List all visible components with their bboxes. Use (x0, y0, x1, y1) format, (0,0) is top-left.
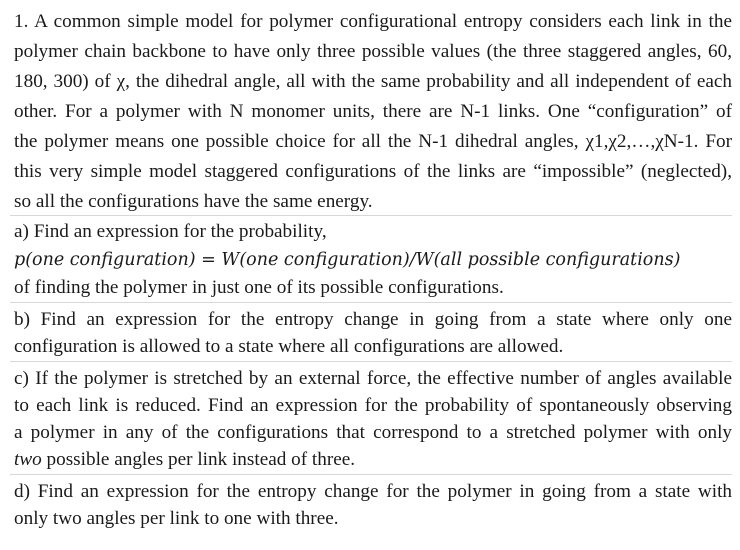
intro-line-2: polymer chain backbone to have only three possible values (the three staggered angles, 60, (14, 41, 732, 62)
intro-line-3: 180, 300) of χ, the dihedral angle, all with the same probability and all independent of each (14, 71, 732, 92)
part-d-line-1: d) Find an expression for the entropy change for the polymer in going from a state with (14, 481, 732, 502)
part-c-line-4 (14, 448, 732, 472)
part-b-line-2: configuration is allowed to a state where all configurations are allowed. (14, 336, 564, 357)
section-divider (10, 302, 732, 303)
part-a-question: a) Find an expression for the probability, (14, 221, 327, 242)
part-a-line-2: of finding the polymer in just one of its possible configurations. (14, 277, 504, 298)
part-c-line-1: c) If the polymer is stretched by an external force, the effective number of angles available (14, 368, 732, 389)
part-b-line-1: b) Find an expression for the entropy change in going from a state where only one (14, 309, 732, 330)
intro-line-6: this very simple model staggered configurations of the links are “impossible” (neglected), (14, 161, 732, 182)
intro-line-4: other. For a polymer with N monomer units, there are N-1 links. One “configuration” of (14, 101, 732, 122)
part-d-line-2: only two angles per link to one with three. (14, 508, 339, 529)
section-divider (10, 215, 732, 216)
section-divider (10, 474, 732, 475)
part-c-line-2: to each link is reduced. Find an expression for the probability of spontaneously observing (14, 395, 732, 416)
section-divider (10, 361, 732, 362)
intro-line-7: so all the configurations have the same energy. (14, 191, 373, 212)
part-c-line-4-text: possible angles per link instead of three. (41, 449, 356, 470)
intro-line-5: the polymer means one possible choice for all the N-1 dihedral angles, χ1,χ2,…,χN-1. For (14, 131, 732, 152)
intro-line-1: 1. A common simple model for polymer configurational entropy considers each link in the (14, 11, 732, 32)
part-c-line-3: a polymer in any of the configurations that correspond to a stretched polymer with only (14, 422, 732, 443)
part-a-equation: p(one configuration) = W(one configuration)/W(all possible configurations) (14, 250, 681, 270)
part-c-emphasis: two (14, 449, 42, 470)
